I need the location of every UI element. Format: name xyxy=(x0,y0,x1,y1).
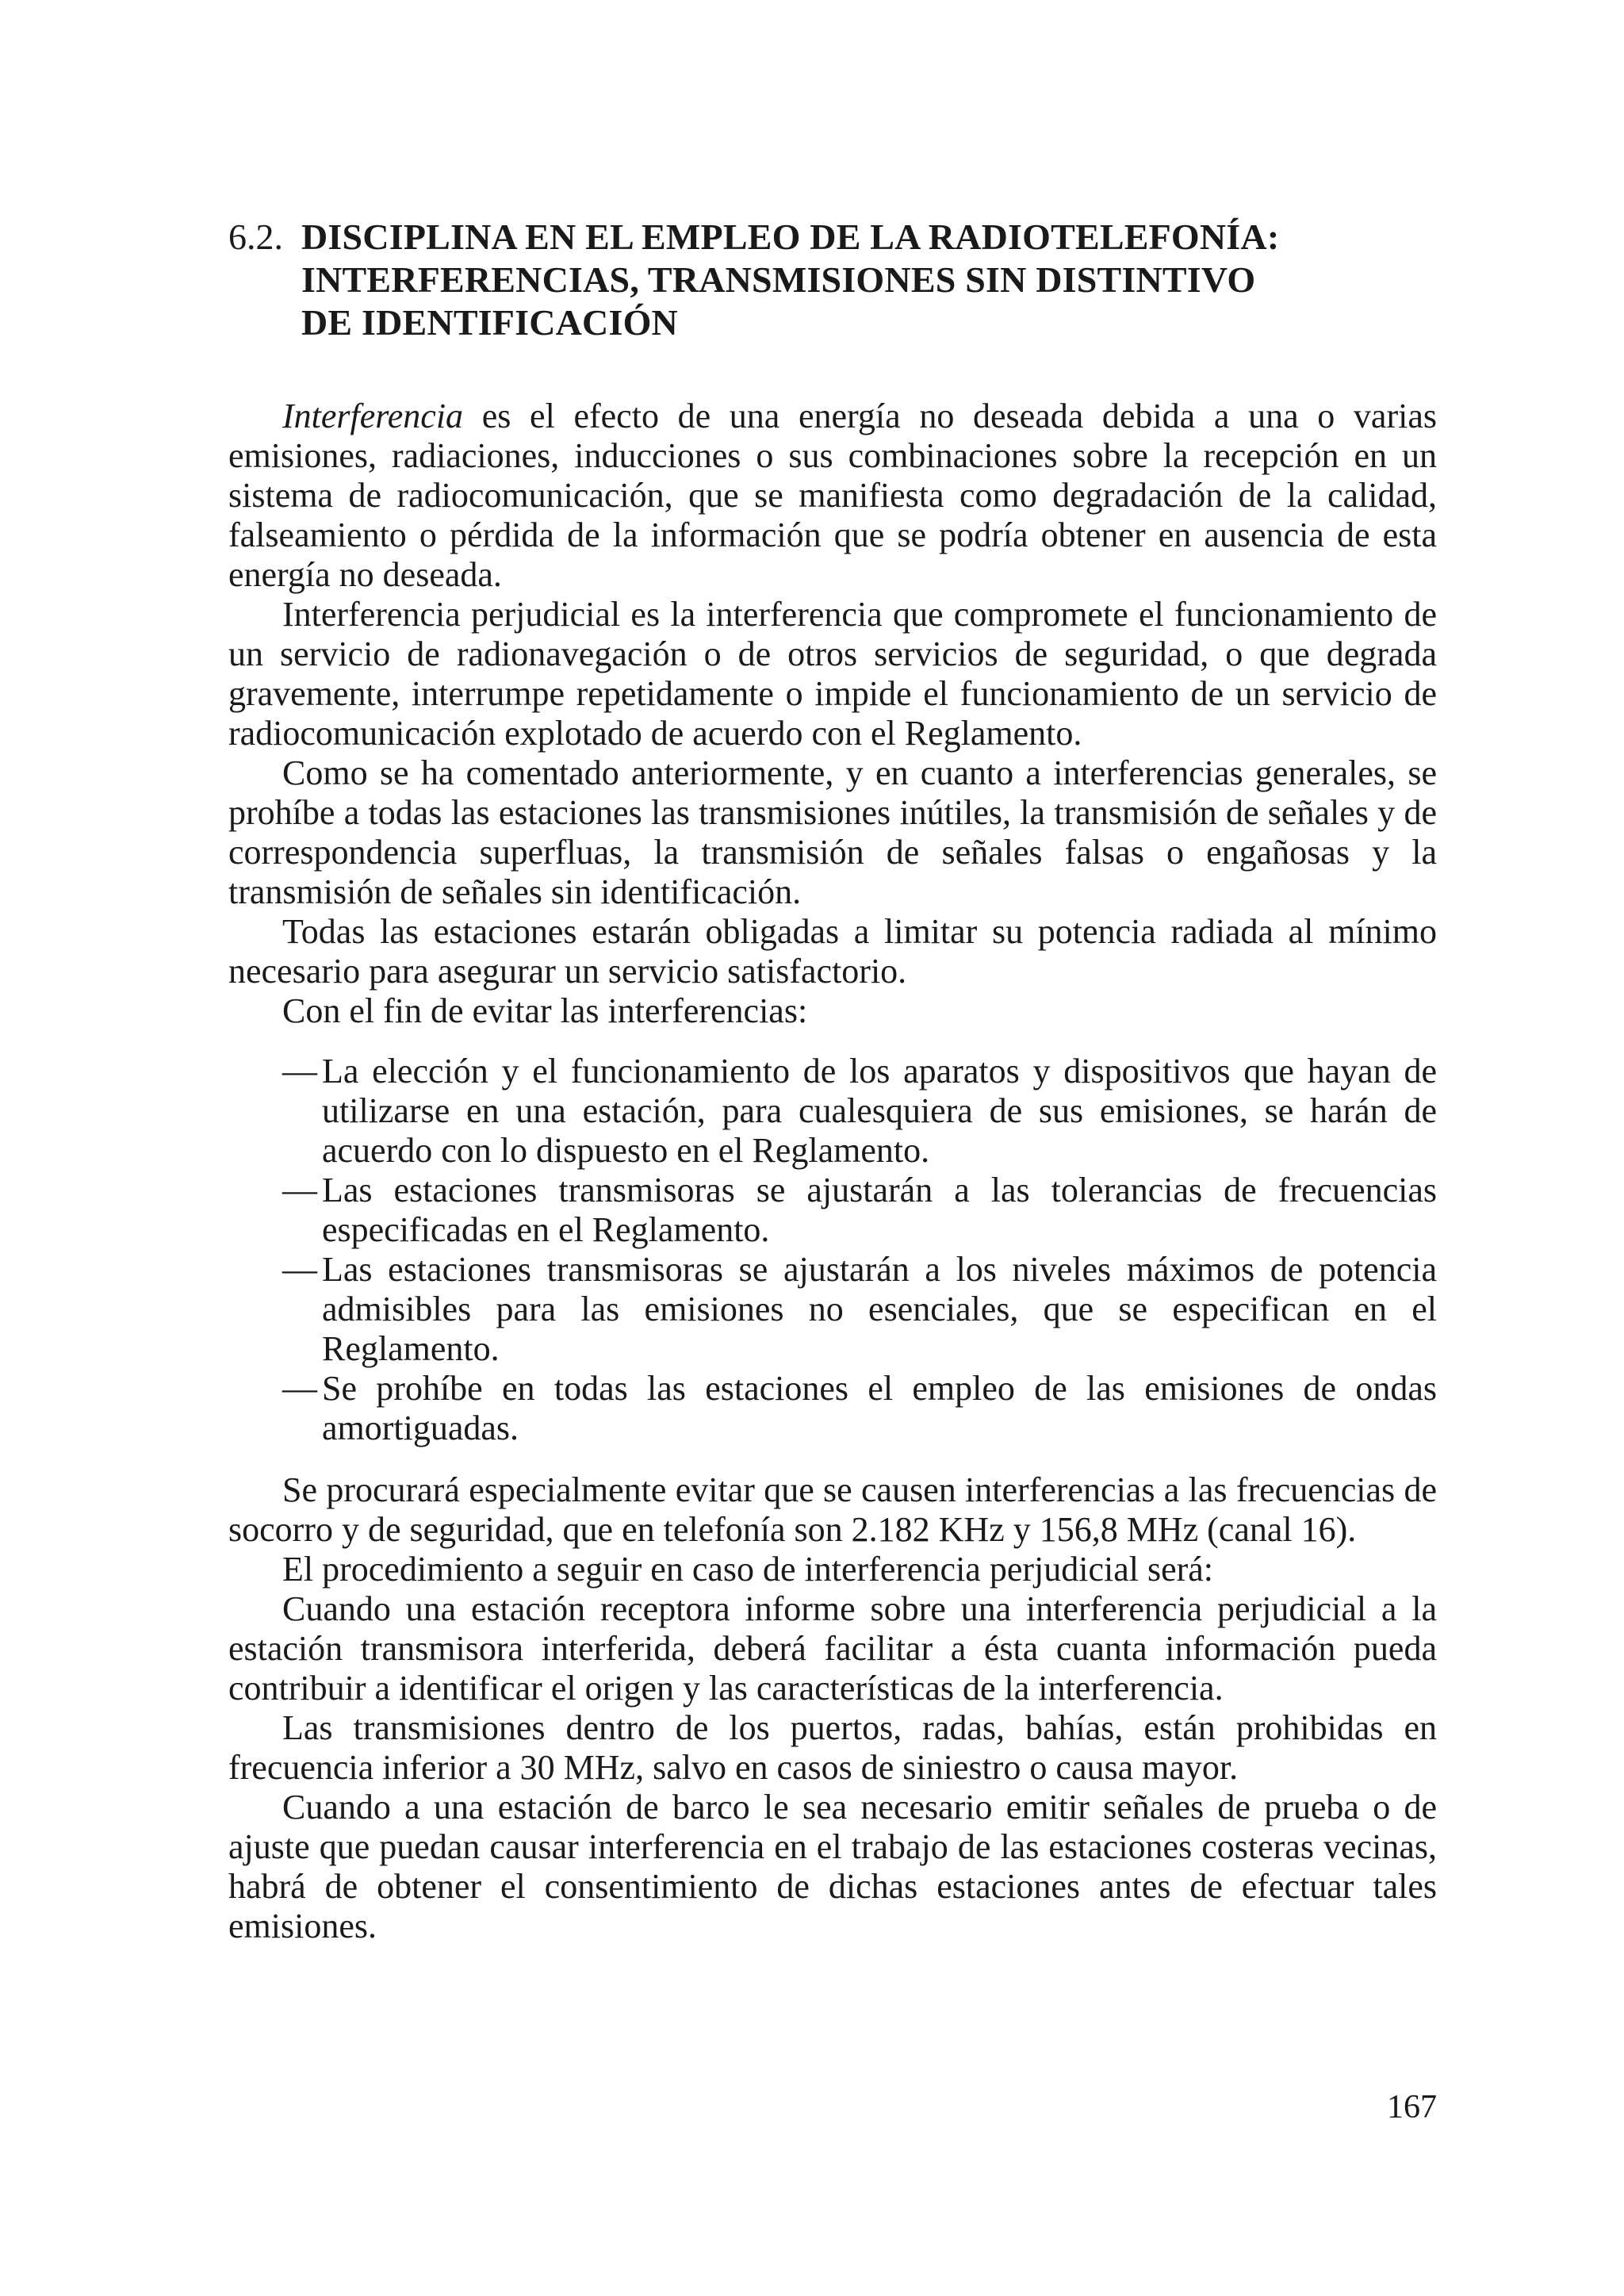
paragraph-interferencia-perjudicial: Interferencia perjudicial es la interferencia que compromete el funcionamiento de un servicio de radionavegación o de otros servicios de seguridad, o que degrada gravemente, interrumpe repetidamente o impide el funcionamiento de un servicio de radiocomunicación explotado de acuerdo con el Reglamento. xyxy=(228,595,1437,753)
list-item-text: Las estaciones transmisoras se ajustarán a los niveles máximos de potencia admisibles para las emisiones no esenciales, que se especifican en el Reglamento. xyxy=(322,1250,1437,1368)
list-item-text: Las estaciones transmisoras se ajustarán a las tolerancias de frecuencias especificadas en el Reglamento. xyxy=(322,1171,1437,1249)
list-item xyxy=(228,1171,1437,1250)
paragraph-procedimiento: El procedimiento a seguir en caso de interferencia perjudicial será: xyxy=(282,1550,1214,1589)
page-content xyxy=(228,216,1437,1946)
list-item xyxy=(228,1369,1437,1448)
list-item-text: La elección y el funcionamiento de los aparatos y dispositivos que hayan de utilizarse en una estación, para cualesquiera de sus emisiones, se harán de acuerdo con lo dispuesto en el Reglamento. xyxy=(322,1052,1437,1170)
paragraph-interferencias-generales: Como se ha comentado anteriormente, y en cuanto a interferencias generales, se prohíbe a todas las estaciones las transmisiones inútiles, la transmisión de señales y de correspondencia superfluas, la transmisión de señales falsas o engañosas y la transmisión de señales sin identificación. xyxy=(228,753,1437,911)
paragraph-estacion-receptora: Cuando una estación receptora informe sobre una interferencia perjudicial a la estación transmisora interferida, deberá facilitar a ésta cuanta información pueda contribuir a identificar el origen y las características de la interferencia. xyxy=(228,1589,1437,1708)
section-number: 6.2. xyxy=(228,217,283,257)
list-item xyxy=(228,1052,1437,1171)
list-dash: — xyxy=(282,1052,317,1091)
paragraph-senales-prueba: Cuando a una estación de barco le sea necesario emitir señales de prueba o de ajuste que puedan causar interferencia en el trabajo de las estaciones costeras vecinas, habrá de obtener el consentimiento de dichas estaciones antes de efectuar tales emisiones. xyxy=(228,1788,1437,1945)
list-item xyxy=(228,1250,1437,1369)
paragraph-evitar-interferencias: Con el fin de evitar las interferencias: xyxy=(282,991,808,1030)
list-dash: — xyxy=(282,1250,317,1289)
paragraph-potencia-radiada: Todas las estaciones estarán obligadas a limitar su potencia radiada al mínimo necesario para asegurar un servicio satisfactorio. xyxy=(228,912,1437,991)
paragraph-text: es el efecto de una energía no deseada debida a una o varias emisiones, radiaciones, inducciones o sus combinaciones sobre la recepción en un sistema de radiocomunicación, que se manifiesta como degradación de la calidad, falseamiento o pérdida de la información que se podría obtener en ausencia de esta energía no deseada. xyxy=(228,397,1437,594)
list-item-text: Se prohíbe en todas las estaciones el empleo de las emisiones de ondas amortiguadas. xyxy=(322,1369,1437,1447)
list-dash: — xyxy=(282,1369,317,1408)
dash-list xyxy=(228,1052,1437,1448)
section-body xyxy=(228,397,1437,1946)
paragraph-definition-interferencia xyxy=(228,397,1437,595)
paragraph-frecuencias-socorro: Se procurará especialmente evitar que se causen interferencias a las frecuencias de socorro y de seguridad, que en telefonía son 2.182 KHz y 156,8 MHz (canal 16). xyxy=(228,1470,1437,1549)
paragraph-transmisiones-puertos: Las transmisiones dentro de los puertos, radas, bahías, están prohibidas en frecuencia inferior a 30 MHz, salvo en casos de siniestro o causa mayor. xyxy=(228,1708,1437,1787)
list-dash: — xyxy=(282,1171,317,1209)
section-title: DISCIPLINA EN EL EMPLEO DE LA RADIOTELEFONÍA: INTERFERENCIAS, TRANSMISIONES SIN DISTINTIVO DE IDENTIFICACIÓN xyxy=(301,217,1280,343)
defined-term: Interferencia xyxy=(282,397,464,435)
page-number: 167 xyxy=(1387,2089,1437,2125)
section-heading xyxy=(228,216,1437,344)
